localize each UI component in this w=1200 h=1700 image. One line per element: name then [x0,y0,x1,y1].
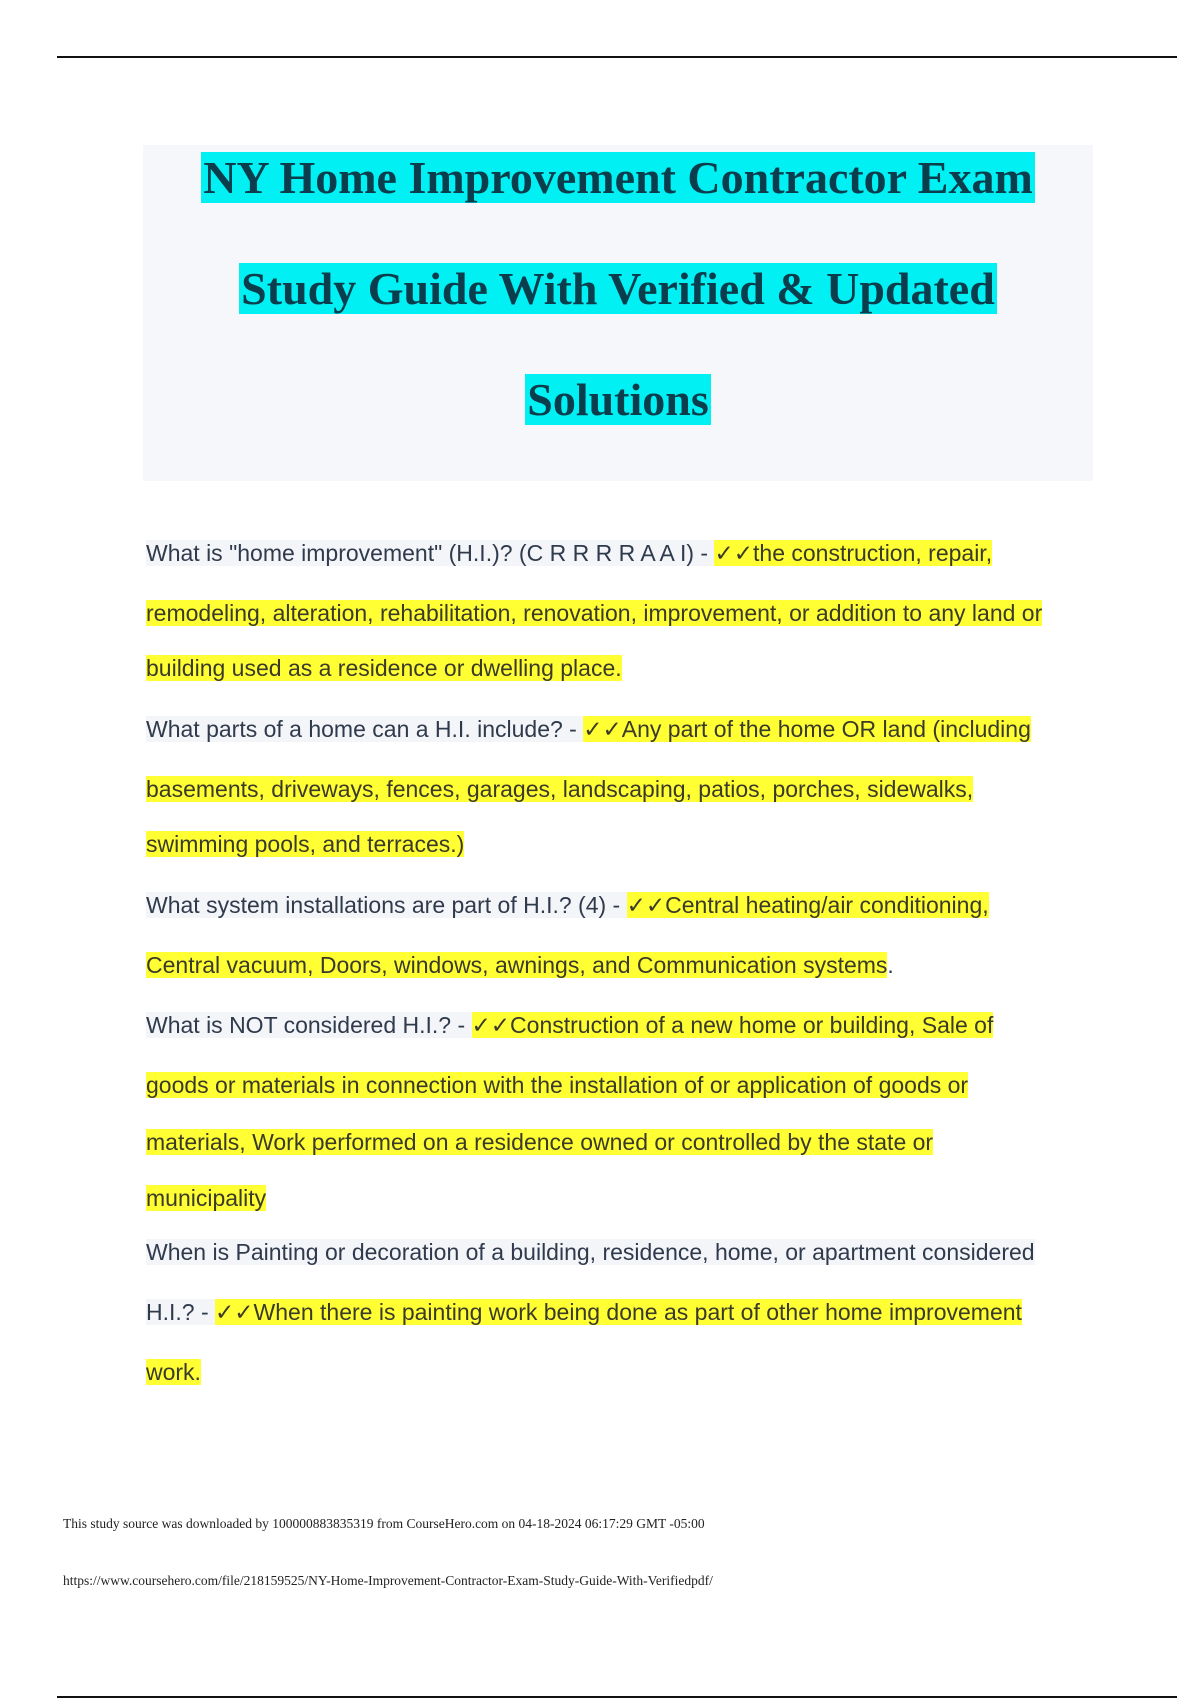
answer-text: materials, Work performed on a residence owned or controlled by the state or [146,1129,934,1155]
title-line-2: Study Guide With Verified & Updated [241,263,995,314]
qa-line [146,827,464,861]
answer-text: ✓✓Construction of a new home or building, Sale of [471,1012,994,1038]
title-line-1: NY Home Improvement Contractor Exam [203,152,1033,203]
download-note: This study source was downloaded by 100000883835319 from CourseHero.com on 04-18-2024 06:17:29 GMT -05:00 [63,1516,705,1531]
title-line-3: Solutions [527,374,709,425]
question-text: When is Painting or decoration of a building, residence, home, or apartment considered [146,1239,1035,1265]
answer-text: building used as a residence or dwelling place. [146,655,622,681]
qa-line [146,1008,993,1042]
source-url[interactable]: https://www.coursehero.com/file/218159525/NY-Home-Improvement-Contractor-Exam-Study-Guide-With-Verifiedpdf/ [63,1573,713,1588]
qa-line [146,772,973,806]
answer-text: ✓✓the construction, repair, [714,540,993,566]
qa-line [146,888,989,922]
qa-line [146,1181,266,1215]
answer-text: ✓✓Central heating/air conditioning, [626,892,989,918]
qa-line [146,948,894,982]
qa-line [146,1125,933,1159]
answer-text: ✓✓When there is painting work being done as part of other home improvement [215,1299,1022,1325]
qa-line [146,1295,1022,1329]
qa-line [146,1235,1035,1269]
question-text: What parts of a home can a H.I. include? - [146,716,584,742]
qa-line [146,596,1042,630]
question-text: H.I.? - [146,1299,216,1325]
answer-text: basements, driveways, fences, garages, landscaping, patios, porches, sidewalks, [146,776,974,802]
qa-line [146,712,1031,746]
answer-text: ✓✓Any part of the home OR land (including [583,716,1031,742]
question-text: What system installations are part of H.I.? (4) - [146,892,627,918]
qa-line [146,536,992,570]
answer-text: Central vacuum, Doors, windows, awnings, and Communication systems [146,952,888,978]
trailing-period: . [887,952,894,978]
answer-text: goods or materials in connection with the installation of or application of goods or [146,1072,969,1098]
answer-text: swimming pools, and terraces.) [146,831,465,857]
qa-line [146,1068,968,1102]
qa-line [146,651,622,685]
qa-line [146,1355,201,1389]
answer-text: remodeling, alteration, rehabilitation, renovation, improvement, or addition to any land or [146,600,1043,626]
top-rule [57,56,1177,58]
question-text: What is "home improvement" (H.I.)? (C R R R R A A I) - [146,540,715,566]
question-text: What is NOT considered H.I.? - [146,1012,472,1038]
title-block [143,145,1093,481]
bottom-rule [57,1696,1177,1698]
answer-text: work. [146,1359,201,1385]
answer-text: municipality [146,1185,267,1211]
